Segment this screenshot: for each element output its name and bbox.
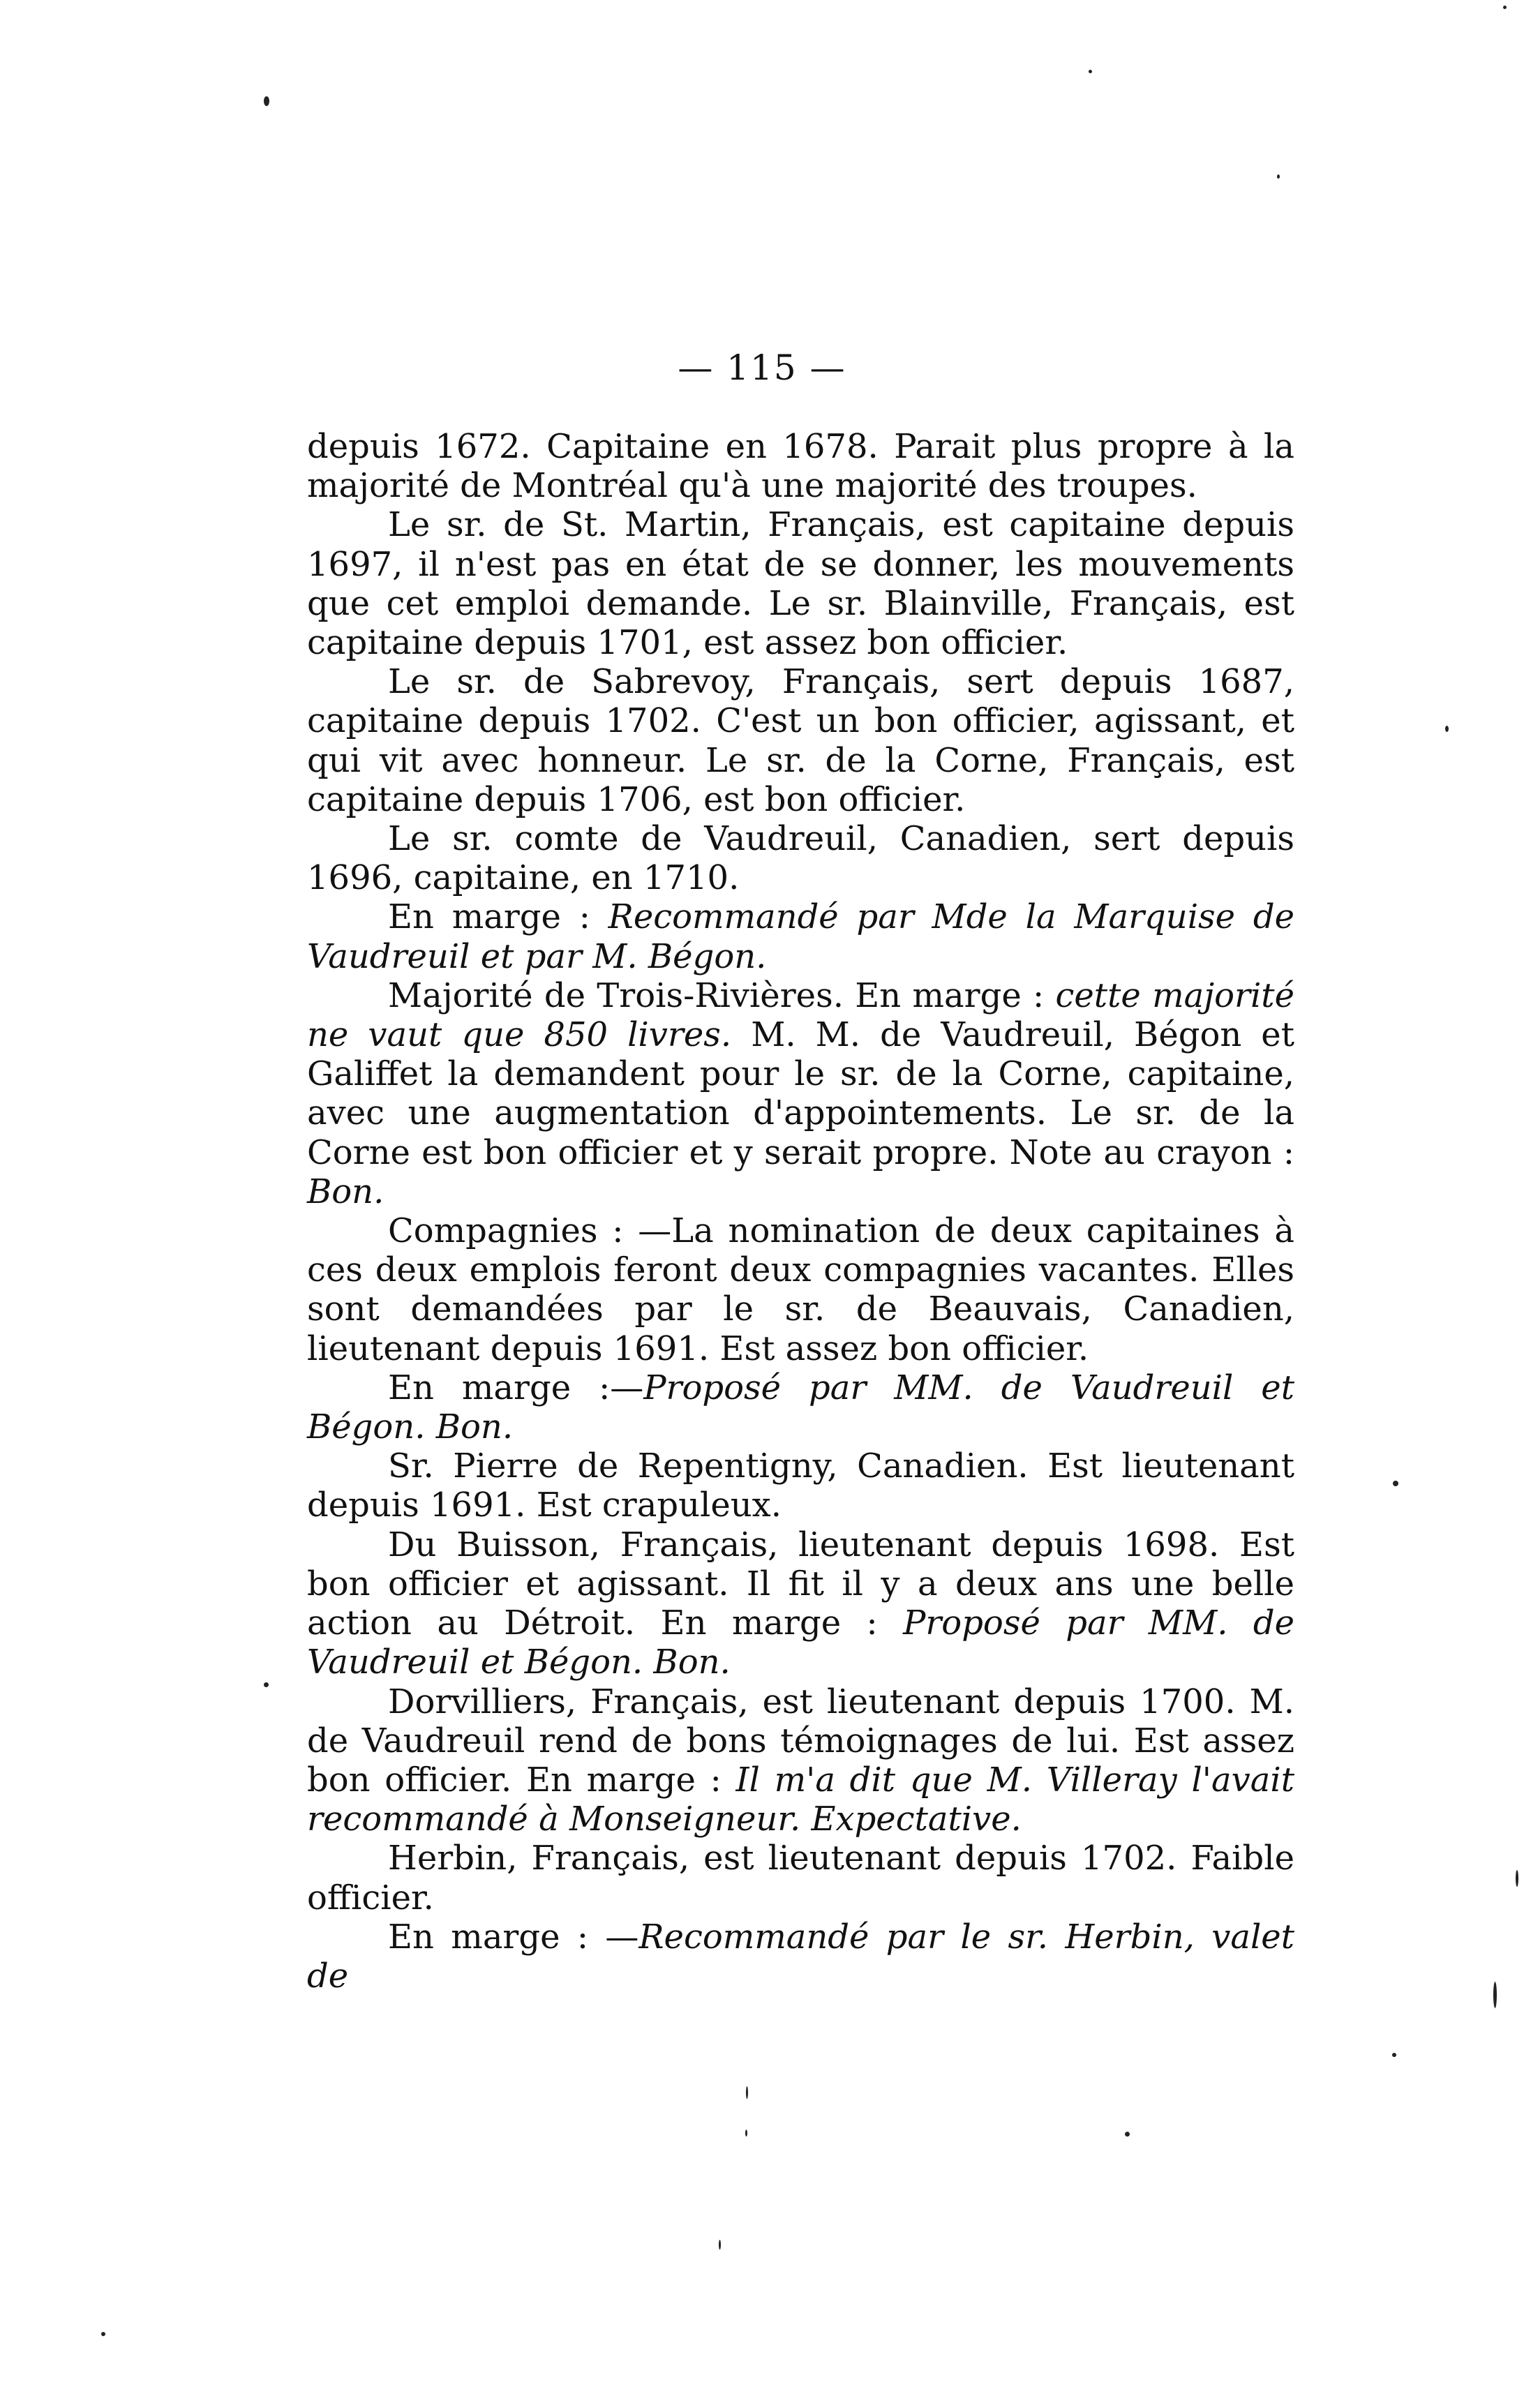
paragraph-vaudreuil	[307, 819, 1294, 897]
paragraph-italic: Recommandé par le sr. Herbin, valet de	[307, 1917, 1295, 1996]
paragraph-text: depuis 1672. Capitaine en 1678. Parait plus propre à la majorité de Montréal qu'à une majorité des troupes.	[307, 427, 1294, 506]
speck	[1516, 1870, 1518, 1887]
paragraph-marge-marquise	[307, 897, 1294, 975]
paragraph-text: Le sr. comte de Vaudreuil, Canadien, sert depuis 1696, capitaine, en 1710.	[307, 819, 1294, 898]
paragraph-trois-rivieres	[307, 976, 1294, 1211]
paragraph-marge-herbin	[307, 1917, 1294, 1996]
paragraph-repentigny	[307, 1446, 1294, 1525]
paragraph-text: Herbin, Français, est lieutenant depuis 1702. Faible officier.	[307, 1839, 1294, 1917]
paragraph-sabrevoy	[307, 662, 1294, 819]
speck	[1392, 2053, 1396, 2057]
speck	[1125, 2132, 1130, 2137]
paragraph-italic: Proposé par MM. de Vaudreuil et Bégon. Bon.	[307, 1368, 1294, 1447]
paragraph-text: Le sr. de Sabrevoy, Français, sert depuis 1687, capitaine depuis 1702. C'est un bon officier, agissant, et qui vit avec honneur. Le sr. de la Corne, Français, est capitaine depuis 1706, est bon officier.	[307, 662, 1294, 819]
speck	[746, 2086, 748, 2099]
paragraph-lead: En marge : —	[388, 1917, 639, 1957]
speck	[1393, 1481, 1398, 1486]
paragraph-st-martin	[307, 505, 1294, 662]
speck	[101, 2332, 105, 2336]
paragraph-herbin	[307, 1839, 1294, 1917]
paragraph-lead: Du Buisson, Français, lieutenant depuis 1698. Est bon officier et agissant. Il fit il y a deux ans une belle action au Détroit. En marge :	[307, 1525, 1294, 1643]
paragraph-italic: Recommandé par Mde la Marquise de Vaudreuil et par M. Bégon.	[307, 897, 1294, 976]
paragraph-1	[307, 427, 1294, 505]
paragraph-lead: En marge :	[388, 897, 608, 937]
paragraph-text: Le sr. de St. Martin, Français, est capitaine depuis 1697, il n'est pas en état de se donner, les mouvements que cet emploi demande. Le sr. Blainville, Français, est capitaine depuis 1701, est assez bon officier.	[307, 505, 1294, 663]
speck	[264, 96, 269, 106]
speck	[1445, 726, 1449, 732]
paragraph-du-buisson	[307, 1525, 1294, 1682]
paragraph-dorvilliers	[307, 1682, 1294, 1839]
paragraph-italic: cette majorité ne vaut que 850 livres.	[307, 975, 1294, 1055]
paragraph-italic: Il m'a dit que M. Villeray l'avait recommandé à Monseigneur. Expectative.	[307, 1760, 1294, 1839]
paragraph-lead: Dorvilliers, Français, est lieutenant depuis 1700. M. de Vaudreuil rend de bons témoignages de lui. Est assez bon officier. En marge :	[307, 1682, 1294, 1800]
speck	[1503, 6, 1507, 9]
speck	[1493, 1982, 1497, 2008]
paragraph-text: Sr. Pierre de Repentigny, Canadien. Est lieutenant depuis 1691. Est crapuleux.	[307, 1446, 1294, 1525]
speck	[264, 1682, 269, 1687]
paragraph-text: Compagnies : —La nomination de deux capitaines à ces deux emplois feront deux compagnies vacantes. Elles sont demandées par le sr. de Beauvais, Canadien, lieutenant depuis 1691. Est assez bon officier.	[307, 1211, 1294, 1368]
speck	[745, 2130, 747, 2137]
paragraph-tail: M. M. de Vaudreuil, Bégon et Galiffet la demandent pour le sr. de la Corne, capitaine, avec une augmentation d'appointements. Le sr. de la Corne est bon officier et y serait propre. Note au crayon :	[307, 1015, 1295, 1172]
paragraph-lead: En marge :—	[388, 1368, 644, 1407]
paragraph-marge-propose	[307, 1368, 1294, 1446]
speck	[1277, 174, 1280, 179]
speck	[1089, 70, 1092, 73]
paragraph-lead: Majorité de Trois-Rivières. En marge :	[388, 975, 1056, 1015]
body-text	[307, 427, 1294, 1996]
paragraph-compagnies	[307, 1211, 1294, 1368]
speck	[719, 2240, 721, 2250]
page-number: — 115 —	[678, 347, 846, 388]
paragraph-italic-end: Bon.	[307, 1172, 384, 1211]
paragraph-italic: Proposé par MM. de Vaudreuil et Bégon. Bon.	[307, 1603, 1294, 1682]
